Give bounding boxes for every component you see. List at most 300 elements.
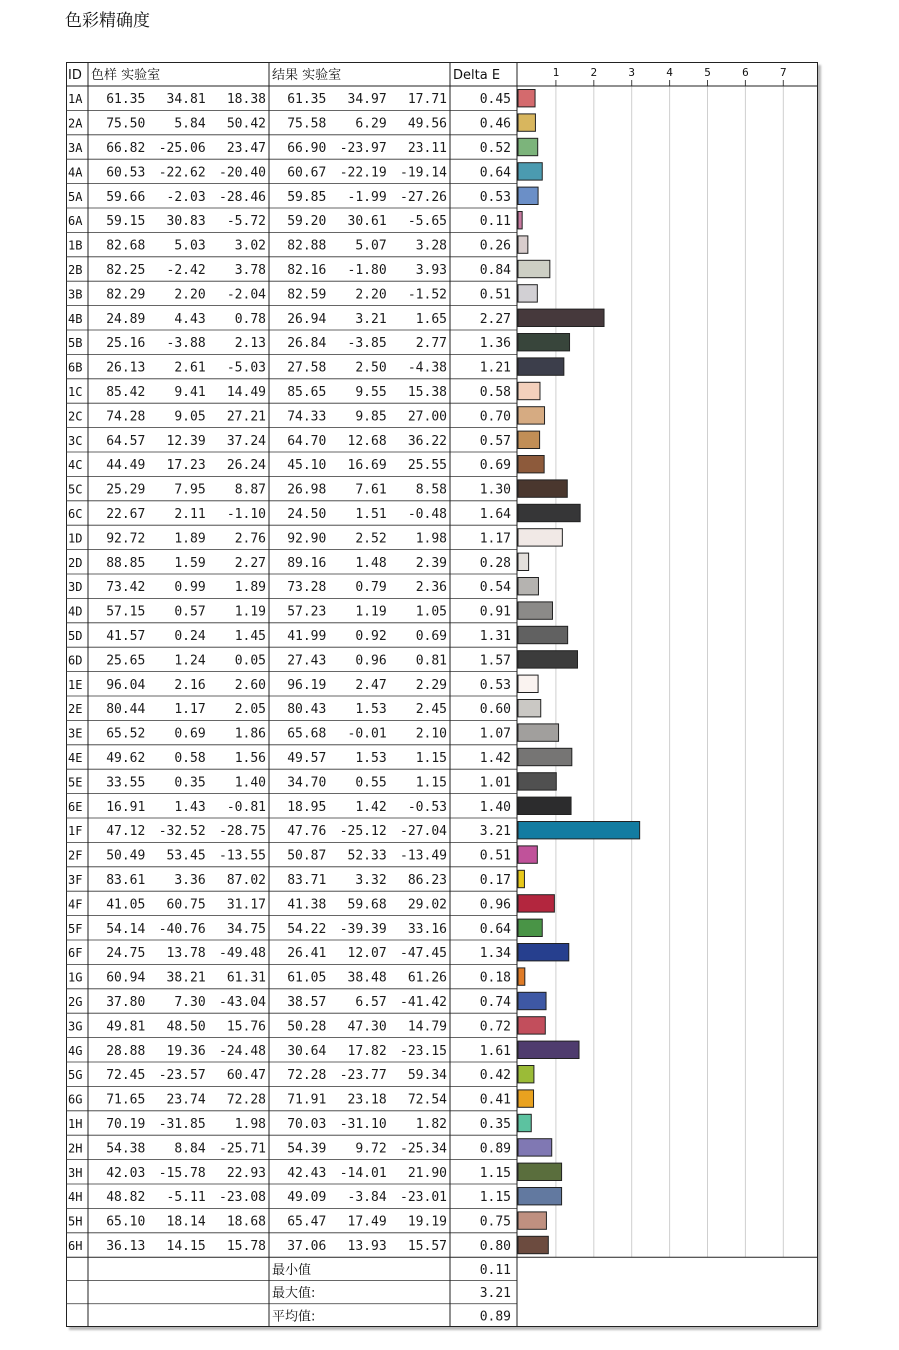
result-lab-value: 37.06: [287, 1239, 327, 1254]
result-lab-value: 1.51: [355, 507, 387, 522]
delta-e-bar-2e: [518, 700, 541, 717]
result-lab-value: 96.19: [287, 677, 327, 693]
result-lab-value: -1.80: [347, 263, 387, 278]
sample-lab-value: 22.93: [226, 1165, 266, 1181]
row-id: 3H: [68, 1165, 83, 1180]
delta-e-bar-4a: [518, 163, 542, 180]
result-lab-value: 1.82: [415, 1117, 447, 1132]
result-lab-value: 65.68: [287, 726, 327, 742]
row-id: 4D: [68, 604, 83, 619]
delta-e-value: 0.89: [479, 1141, 511, 1157]
sample-lab-value: 60.94: [106, 970, 146, 986]
delta-e-bar-3e: [518, 724, 559, 741]
row-id: 1E: [68, 677, 83, 692]
sample-lab-value: 23.74: [166, 1092, 206, 1108]
result-lab-value: -14.01: [339, 1165, 387, 1181]
delta-e-value: 0.69: [479, 458, 511, 474]
result-lab-value: 33.16: [407, 921, 447, 937]
sample-lab-value: 87.02: [226, 873, 266, 888]
sample-lab-value: 61.35: [106, 92, 146, 108]
row-id: 3E: [68, 726, 83, 741]
sample-lab-value: 34.81: [166, 92, 206, 108]
sample-lab-value: 96.04: [106, 677, 146, 693]
sample-lab-value: 33.55: [106, 775, 146, 791]
sample-lab-value: 1.89: [174, 531, 206, 547]
sample-lab-value: 72.45: [106, 1068, 146, 1084]
delta-e-value: 0.74: [479, 995, 511, 1010]
delta-e-bar-5d: [518, 626, 568, 643]
sample-lab-value: -43.04: [219, 995, 266, 1010]
delta-e-value: 0.91: [479, 604, 511, 620]
result-lab-value: 61.35: [287, 92, 327, 108]
sample-lab-value: 71.65: [106, 1092, 146, 1108]
delta-e-value: 0.51: [479, 287, 511, 303]
delta-e-value: 0.45: [479, 92, 511, 108]
delta-e-value: 3.21: [479, 824, 511, 840]
row-id: 6D: [68, 653, 83, 668]
sample-lab-value: 59.15: [106, 214, 146, 230]
sample-lab-value: 15.76: [226, 1019, 266, 1035]
sample-lab-value: 41.57: [106, 629, 146, 644]
delta-e-value: 1.31: [479, 629, 511, 644]
sample-lab-value: 3.36: [174, 873, 206, 888]
sample-lab-value: 3.78: [234, 263, 266, 278]
sample-lab-value: 34.75: [226, 921, 266, 937]
result-lab-value: 15.57: [407, 1239, 447, 1254]
sample-lab-value: 42.03: [106, 1165, 146, 1181]
summary-label: 平均值:: [272, 1309, 316, 1325]
sample-lab-value: 4.43: [174, 311, 206, 327]
result-lab-value: 8.58: [415, 482, 447, 498]
delta-e-value: 0.72: [479, 1019, 511, 1035]
result-lab-value: 85.65: [287, 385, 327, 400]
sample-lab-value: 2.76: [234, 531, 266, 547]
row-id: 2B: [68, 263, 83, 277]
result-lab-value: -3.85: [347, 336, 387, 352]
sample-lab-value: 15.78: [226, 1239, 266, 1254]
delta-e-value: 0.54: [479, 580, 511, 596]
sample-lab-value: 60.53: [106, 165, 146, 181]
result-lab-value: 49.56: [407, 116, 447, 132]
delta-e-value: 0.58: [479, 385, 511, 400]
sample-lab-value: 24.75: [106, 946, 146, 962]
sample-lab-value: -49.48: [219, 946, 266, 962]
sample-lab-value: 59.66: [106, 189, 146, 205]
result-lab-value: 52.33: [347, 848, 387, 864]
sample-lab-value: -24.48: [219, 1043, 266, 1059]
result-lab-value: 59.85: [287, 189, 327, 205]
result-lab-value: 1.19: [355, 604, 387, 620]
sample-lab-value: 25.29: [106, 482, 146, 498]
result-lab-value: 80.43: [287, 702, 327, 718]
sample-lab-value: 2.20: [174, 287, 206, 303]
sample-lab-value: 70.19: [106, 1117, 146, 1132]
delta-e-value: 1.40: [479, 799, 511, 815]
sample-lab-value: 2.27: [234, 555, 266, 571]
sample-lab-value: 53.45: [166, 848, 206, 864]
sample-lab-value: 14.49: [226, 385, 266, 400]
sample-lab-value: 13.78: [166, 946, 206, 962]
sample-lab-value: 66.82: [106, 141, 146, 156]
result-lab-value: 61.26: [407, 970, 447, 986]
delta-e-bar-2c: [518, 407, 545, 424]
sample-lab-value: 25.16: [106, 336, 146, 352]
delta-e-bar-6d: [518, 651, 578, 668]
sample-lab-value: 73.42: [106, 580, 146, 596]
delta-e-bar-5h: [518, 1212, 546, 1229]
result-lab-value: 27.00: [407, 409, 447, 425]
delta-e-bar-1h: [518, 1114, 531, 1131]
result-lab-value: 65.47: [287, 1214, 327, 1230]
sample-lab-value: 28.88: [106, 1043, 146, 1059]
result-lab-value: 54.22: [287, 921, 327, 937]
header-delta-e: Delta E: [453, 68, 501, 83]
result-lab-value: 50.87: [287, 848, 327, 864]
delta-e-bar-2f: [518, 846, 537, 863]
delta-e-value: 2.27: [479, 311, 511, 327]
sample-lab-value: 23.47: [226, 141, 266, 156]
sample-lab-value: 30.83: [166, 214, 206, 230]
result-lab-value: -23.01: [400, 1190, 447, 1206]
result-lab-value: 38.57: [287, 995, 327, 1010]
row-id: 3D: [68, 580, 83, 595]
sample-lab-value: 27.21: [226, 409, 266, 425]
delta-e-bar-6e: [518, 797, 571, 814]
delta-e-value: 1.64: [479, 507, 511, 522]
result-lab-value: -41.42: [400, 995, 447, 1010]
delta-e-bar-5c: [518, 480, 567, 497]
result-lab-value: 24.50: [287, 507, 327, 522]
sample-lab-value: 92.72: [106, 531, 146, 547]
sample-lab-value: -2.03: [166, 189, 206, 205]
sample-lab-value: -28.75: [219, 824, 266, 840]
row-id: 2C: [68, 409, 83, 424]
sample-lab-value: 25.65: [106, 653, 146, 669]
result-lab-value: -1.99: [347, 189, 387, 205]
result-lab-value: 23.11: [407, 141, 447, 156]
delta-e-value: 1.21: [479, 360, 511, 376]
sample-lab-value: 26.24: [226, 458, 266, 474]
row-id: 4E: [68, 751, 83, 765]
sample-lab-value: 19.36: [166, 1043, 206, 1059]
sample-lab-value: 1.17: [174, 702, 206, 718]
sample-lab-value: 0.24: [174, 629, 206, 644]
result-lab-value: 17.82: [347, 1043, 387, 1059]
result-lab-value: 21.90: [407, 1165, 447, 1181]
delta-e-bar-3h: [518, 1163, 562, 1180]
delta-e-bar-6g: [518, 1090, 534, 1107]
sample-lab-value: 9.41: [174, 385, 206, 400]
result-lab-value: 23.18: [347, 1092, 387, 1108]
row-id: 6F: [68, 946, 83, 961]
sample-lab-value: -1.10: [226, 507, 266, 522]
result-lab-value: 82.88: [287, 238, 327, 254]
result-lab-value: 0.69: [415, 629, 447, 644]
result-lab-value: 49.09: [287, 1190, 327, 1206]
result-lab-value: -22.19: [339, 165, 387, 181]
result-lab-value: 57.23: [287, 604, 327, 620]
sample-lab-value: -5.72: [226, 214, 266, 230]
result-lab-value: 50.28: [287, 1019, 327, 1035]
delta-e-value: 1.57: [479, 653, 511, 669]
sample-lab-value: 1.19: [234, 604, 266, 620]
delta-e-bar-1c: [518, 382, 540, 399]
result-lab-value: 6.29: [355, 116, 387, 132]
sample-lab-value: -3.88: [166, 336, 206, 352]
result-lab-value: 3.21: [355, 311, 387, 327]
result-lab-value: 2.52: [355, 531, 387, 547]
row-id: 1G: [68, 970, 83, 985]
summary-value: 0.11: [479, 1262, 511, 1278]
result-lab-value: 64.70: [287, 433, 327, 449]
sample-lab-value: 38.21: [166, 970, 206, 986]
result-lab-value: -31.10: [339, 1117, 387, 1132]
sample-lab-value: -25.06: [158, 141, 206, 156]
result-lab-value: 38.48: [347, 970, 387, 986]
result-lab-value: 34.97: [347, 92, 387, 108]
row-id: 3A: [68, 141, 83, 155]
delta-e-bar-3f: [518, 870, 524, 887]
sample-lab-value: 36.13: [106, 1239, 146, 1254]
sample-lab-value: 54.38: [106, 1141, 146, 1157]
sample-lab-value: 26.13: [106, 360, 146, 376]
row-id: 5H: [68, 1214, 83, 1229]
delta-e-bar-4h: [518, 1188, 562, 1205]
sample-lab-value: 64.57: [106, 433, 146, 449]
sample-lab-value: 17.23: [166, 458, 206, 474]
result-lab-value: 2.29: [415, 677, 447, 693]
result-lab-value: -23.15: [400, 1043, 447, 1059]
sample-lab-value: 0.78: [234, 311, 266, 327]
result-lab-value: -1.52: [407, 287, 447, 303]
sample-lab-value: 7.95: [174, 482, 206, 498]
sample-lab-value: 37.24: [226, 433, 266, 449]
result-lab-value: 1.53: [355, 751, 387, 766]
result-lab-value: 1.53: [355, 702, 387, 718]
result-lab-value: 59.20: [287, 214, 327, 230]
result-lab-value: 1.98: [415, 531, 447, 547]
sample-lab-value: 2.60: [234, 677, 266, 693]
result-lab-value: 83.71: [287, 873, 327, 888]
delta-e-value: 0.70: [479, 409, 511, 425]
result-lab-value: 2.10: [415, 726, 447, 742]
sample-lab-value: 2.61: [174, 360, 206, 376]
sample-lab-value: -15.78: [158, 1165, 206, 1181]
summary-value: 3.21: [479, 1286, 511, 1302]
result-lab-value: 71.91: [287, 1092, 327, 1108]
delta-e-value: 1.30: [479, 482, 511, 498]
row-id: 4F: [68, 897, 83, 912]
row-id: 5G: [68, 1068, 83, 1083]
delta-e-bar-1b: [518, 236, 528, 253]
result-lab-value: 12.07: [347, 946, 387, 962]
delta-e-value: 0.80: [479, 1239, 511, 1254]
row-id: 1C: [68, 385, 83, 399]
result-lab-value: 0.55: [355, 775, 387, 791]
result-lab-value: 66.90: [287, 141, 327, 156]
sample-lab-value: -20.40: [219, 165, 266, 181]
delta-e-bar-3d: [518, 578, 538, 595]
sample-lab-value: 2.13: [234, 336, 266, 352]
delta-e-bar-1e: [518, 675, 538, 692]
result-lab-value: -27.26: [400, 189, 447, 205]
sample-lab-value: 82.25: [106, 263, 146, 278]
sample-lab-value: 57.15: [106, 604, 146, 620]
delta-e-value: 0.41: [479, 1092, 511, 1108]
row-id: 5D: [68, 629, 83, 643]
row-id: 1F: [68, 824, 83, 839]
row-id: 6H: [68, 1239, 83, 1253]
row-id: 4H: [68, 1190, 83, 1205]
sample-lab-value: 12.39: [166, 433, 206, 449]
sample-lab-value: 85.42: [106, 385, 146, 400]
summary-label: 最小值: [272, 1262, 312, 1278]
delta-e-bar-3c: [518, 431, 540, 448]
sample-lab-value: 5.84: [174, 116, 206, 132]
chart-tick-label: 4: [666, 66, 673, 79]
sample-lab-value: 14.15: [166, 1239, 206, 1254]
sample-lab-value: 2.16: [174, 677, 206, 693]
row-id: 3B: [68, 287, 83, 302]
sample-lab-value: 9.05: [174, 409, 206, 425]
delta-e-value: 0.46: [479, 116, 511, 132]
delta-e-value: 0.51: [479, 848, 511, 864]
delta-e-value: 1.42: [479, 751, 511, 766]
result-lab-value: 34.70: [287, 775, 327, 791]
delta-e-bar-5a: [518, 187, 538, 204]
sample-lab-value: 47.12: [106, 824, 146, 840]
result-lab-value: 92.90: [287, 531, 327, 547]
result-lab-value: 27.43: [287, 653, 327, 669]
result-lab-value: -23.97: [339, 141, 387, 156]
result-lab-value: 3.28: [415, 238, 447, 254]
result-lab-value: 6.57: [355, 995, 387, 1010]
delta-e-value: 0.64: [479, 921, 511, 937]
delta-e-bar-6b: [518, 358, 564, 375]
sample-lab-value: 18.14: [166, 1214, 206, 1230]
sample-lab-value: 48.50: [166, 1019, 206, 1035]
row-id: 4A: [68, 165, 83, 180]
result-lab-value: 2.39: [415, 555, 447, 571]
result-lab-value: 82.16: [287, 263, 327, 278]
result-lab-value: 1.15: [415, 775, 447, 791]
delta-e-bar-5b: [518, 334, 570, 351]
delta-e-bar-6h: [518, 1236, 548, 1253]
sample-lab-value: 82.68: [106, 238, 146, 254]
sample-lab-value: 1.98: [234, 1117, 266, 1132]
result-lab-value: -13.49: [400, 848, 447, 864]
delta-e-value: 1.36: [479, 336, 511, 352]
result-lab-value: 59.68: [347, 897, 387, 913]
sample-lab-value: 1.56: [234, 751, 266, 766]
row-id: 3C: [68, 433, 83, 448]
header-sample-lab: 色样 实验室: [91, 68, 161, 83]
row-id: 5F: [68, 921, 83, 936]
sample-lab-value: 18.38: [226, 92, 266, 108]
result-lab-value: 0.79: [355, 580, 387, 596]
result-lab-value: 2.20: [355, 287, 387, 303]
sample-lab-value: -5.03: [226, 360, 266, 376]
delta-e-value: 0.84: [479, 263, 511, 278]
row-id: 2H: [68, 1141, 83, 1156]
delta-e-value: 0.42: [479, 1068, 511, 1084]
sample-lab-value: 0.05: [234, 653, 266, 669]
delta-e-bar-6f: [518, 944, 569, 961]
result-lab-value: 0.96: [355, 653, 387, 669]
row-id: 6G: [68, 1092, 83, 1107]
result-lab-value: 26.84: [287, 336, 327, 352]
delta-e-value: 1.07: [479, 726, 511, 742]
row-id: 5A: [68, 189, 83, 204]
sample-lab-value: 8.84: [174, 1141, 206, 1157]
delta-e-value: 0.53: [479, 677, 511, 693]
sample-lab-value: 1.40: [234, 775, 266, 791]
delta-e-value: 0.11: [479, 214, 511, 230]
color-accuracy-table: [66, 62, 818, 1327]
delta-e-value: 0.57: [479, 433, 511, 449]
result-lab-value: 0.81: [415, 653, 447, 669]
sample-lab-value: -23.57: [158, 1068, 206, 1084]
result-lab-value: 17.49: [347, 1214, 387, 1230]
row-id: 3F: [68, 873, 83, 887]
sample-lab-value: -32.52: [158, 824, 206, 840]
delta-e-value: 1.34: [479, 946, 511, 962]
result-lab-value: -19.14: [400, 165, 447, 181]
delta-e-bar-4g: [518, 1041, 579, 1058]
delta-e-value: 1.15: [479, 1165, 511, 1181]
result-lab-value: 27.58: [287, 360, 327, 376]
result-lab-value: 42.43: [287, 1165, 327, 1181]
summary-label: 最大值:: [272, 1286, 316, 1302]
result-lab-value: 60.67: [287, 165, 327, 181]
result-lab-value: 1.05: [415, 604, 447, 620]
sample-lab-value: 72.28: [226, 1092, 266, 1108]
result-lab-value: 70.03: [287, 1117, 327, 1132]
delta-e-bar-4b: [518, 309, 604, 326]
delta-e-bar-2d: [518, 553, 529, 570]
row-id: 5C: [68, 482, 83, 497]
sample-lab-value: 1.59: [174, 555, 206, 571]
delta-e-bar-1g: [518, 968, 525, 985]
row-id: 2G: [68, 995, 83, 1009]
result-lab-value: 36.22: [407, 433, 447, 449]
result-lab-value: -23.77: [339, 1068, 387, 1084]
row-id: 1B: [68, 238, 83, 253]
sample-lab-value: 37.80: [106, 995, 146, 1010]
chart-tick-label: 2: [590, 66, 598, 79]
result-lab-value: 86.23: [407, 873, 447, 888]
row-id: 4G: [68, 1043, 83, 1058]
delta-e-bar-6a: [518, 212, 522, 229]
delta-e-bar-3a: [518, 138, 538, 155]
delta-e-bar-4f: [518, 895, 554, 912]
sample-lab-value: 1.24: [174, 653, 206, 669]
delta-e-value: 0.64: [479, 165, 511, 181]
result-lab-value: 2.50: [355, 360, 387, 376]
sample-lab-value: 65.10: [106, 1214, 146, 1230]
row-id: 1H: [68, 1117, 83, 1131]
result-lab-value: 82.59: [287, 287, 327, 303]
result-lab-value: 75.58: [287, 116, 327, 132]
row-id: 6E: [68, 799, 83, 814]
row-id: 2F: [68, 848, 83, 863]
result-lab-value: 47.76: [287, 824, 327, 840]
sample-lab-value: -0.81: [226, 799, 266, 815]
delta-e-bar-1a: [518, 90, 535, 107]
result-lab-value: 7.61: [355, 482, 387, 498]
delta-e-bar-2g: [518, 992, 546, 1009]
sample-lab-value: 8.87: [234, 482, 266, 498]
